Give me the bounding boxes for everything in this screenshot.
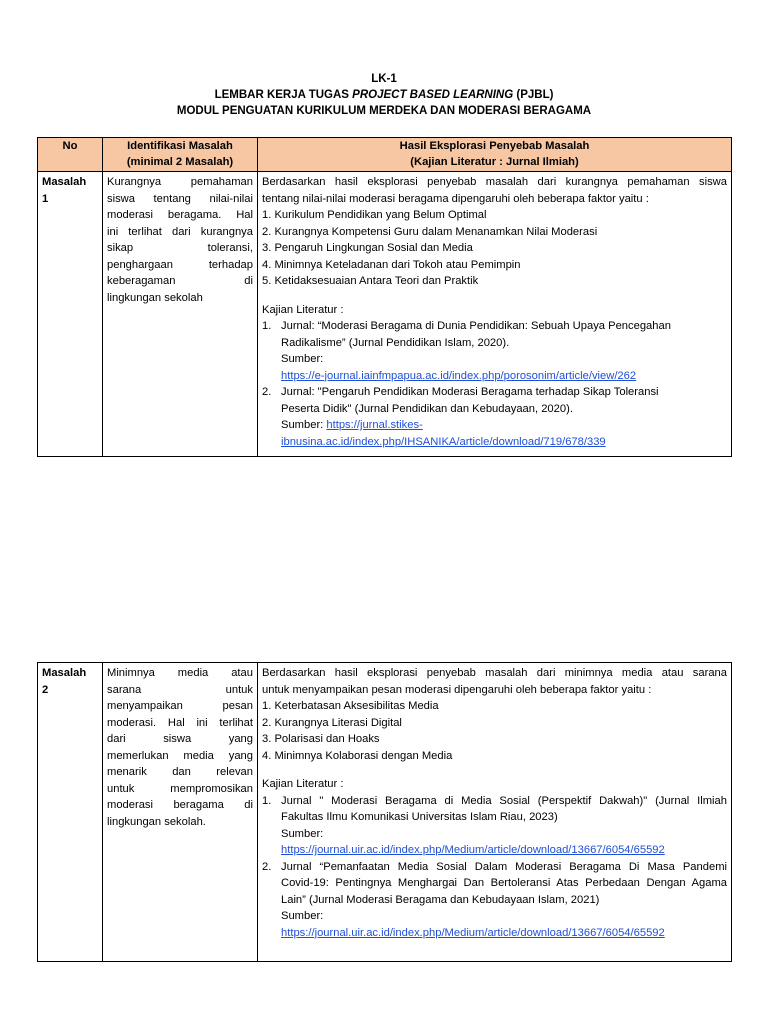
- problem-text-line: lingkungan sekolah: [107, 291, 203, 304]
- exploration-result-1: [258, 172, 732, 457]
- problem-text-line: moderasi beragama di: [107, 799, 253, 811]
- factor-item: 4. Minimnya Kolaborasi dengan Media: [262, 749, 453, 762]
- title-prefix: LEMBAR KERJA TUGAS: [214, 89, 353, 101]
- problem-text-line: lingkungan sekolah.: [107, 815, 206, 828]
- problem-text-line: keberagaman di: [107, 275, 253, 287]
- reference-list: [262, 318, 727, 450]
- problem-text-line: sikap toleransi,: [107, 242, 253, 254]
- module-title: MODUL PENGUATAN KURIKULUM MERDEKA DAN MODERASI BERAGAMA: [176, 105, 592, 117]
- reference-link[interactable]: https://journal.uir.ac.id/index.php/Medium/article/download/13667/6054/65592: [281, 926, 665, 939]
- worksheet-table-1: [37, 137, 732, 457]
- reference-link[interactable]: ibnusina.ac.id/index.php/IHSANIKA/article/download/719/678/339: [281, 435, 606, 448]
- reference-item: 1. Jurnal: “Moderasi Beragama di Dunia Pendidikan: Sebuah Upaya Pencegahan Radikalisme” (Jurnal Pendidikan Islam, 2020). Sumber: https://e-journal.iainfmpapua.ac.id/index.php/porosonim/article/view/262: [262, 318, 727, 384]
- worksheet-title: [0, 87, 768, 103]
- col-header-identifikasi: Identifikasi Masalah (minimal 2 Masalah): [103, 138, 258, 172]
- reference-link[interactable]: https://jurnal.stikes-: [326, 419, 423, 431]
- factor-item: 5. Ketidaksesuaian Antara Teori dan Praktik: [262, 275, 479, 287]
- reference-item: 2. Jurnal: "Pengaruh Pendidikan Moderasi Beragama terhadap Sikap Toleransi Peserta Didik" (Jurnal Pendidikan dan Kebudayaan, 2020). Sumber: https://jurnal.stikes- ibnusina.ac.id/index.php/IHSANIKA/article/download/719/678/339: [262, 384, 727, 450]
- problem-text-line: moderasi beragama. Hal: [107, 209, 253, 221]
- factor-item: 4. Minimnya Keteladanan dari Tokoh atau Pemimpin: [262, 258, 521, 271]
- problem-text-line: siswa tentang nilai-nilai: [107, 192, 253, 205]
- title-italic: PROJECT BASED LEARNING: [352, 89, 514, 101]
- reference-item: 2. Jurnal “Pemanfaatan Media Sosial Dalam Moderasi Beragama Di Masa Pandemi Covid-19: Pentingnya Menghargai Dan Bertoleransi Atas Perbedaan Dengan Agama Lain” (Jurnal Moderasi Beragama dan Kebudayaan Islam, 2021) Sumber: https://journal.uir.ac.id/index.php/Medium/article/download/13667/6054/65592: [262, 859, 727, 942]
- factor-item: 3. Polarisasi dan Hoaks: [262, 733, 380, 745]
- table-row: [38, 172, 732, 457]
- factor-item: 2. Kurangnya Kompetensi Guru dalam Menanamkan Nilai Moderasi: [262, 225, 598, 238]
- row-label-masalah-2: Masalah 2: [38, 663, 103, 962]
- factor-list: [262, 207, 727, 290]
- factor-item: 2. Kurangnya Literasi Digital: [262, 716, 402, 729]
- table-row: [38, 663, 732, 962]
- problem-text-line: menyampaikan pesan: [107, 700, 253, 712]
- problem-text-line: ini terlihat dari kurangnya: [107, 225, 253, 238]
- problem-text-line: penghargaan terhadap: [107, 258, 253, 271]
- problem-identification-2: [103, 663, 258, 962]
- kajian-label: Kajian Literatur :: [262, 778, 344, 790]
- problem-text-line: memerlukan media yang: [107, 749, 253, 762]
- reference-list: [262, 793, 727, 942]
- problem-text-line: dari siswa yang: [107, 733, 253, 745]
- row-label-masalah-1: Masalah 1: [38, 172, 103, 457]
- reference-link[interactable]: https://e-journal.iainfmpapua.ac.id/index.php/porosonim/article/view/262: [281, 369, 637, 382]
- worksheet-table-2: [37, 662, 732, 962]
- intro-text: tentang nilai-nilai moderasi beragama dipengaruhi oleh beberapa faktor yaitu :: [262, 192, 649, 205]
- problem-text-line: moderasi. Hal ini terlihat: [107, 716, 253, 729]
- problem-text-line: Kurangnya pemahaman: [107, 176, 253, 188]
- col-header-hasil: Hasil Eksplorasi Penyebab Masalah (Kajian Literatur : Jurnal Ilmiah): [258, 138, 732, 172]
- table-header-row: [38, 138, 732, 172]
- factor-item: 3. Pengaruh Lingkungan Sosial dan Media: [262, 242, 473, 254]
- problem-text-line: Minimnya media atau: [107, 667, 253, 679]
- problem-text-line: sarana untuk: [107, 683, 253, 696]
- reference-item: 1. Jurnal " Moderasi Beragama di Media Sosial (Perspektif Dakwah)" (Jurnal Ilmiah Fakultas Ilmu Komunikasi Universitas Islam Riau, 2023) Sumber: https://journal.uir.ac.id/index.php/Medium/article/download/13667/6054/65592: [262, 793, 727, 859]
- factor-item: 1. Kurikulum Pendidikan yang Belum Optimal: [262, 209, 487, 221]
- factor-item: 1. Keterbatasan Aksesibilitas Media: [262, 700, 439, 712]
- problem-identification-1: [103, 172, 258, 457]
- intro-text: Berdasarkan hasil eksplorasi penyebab masalah dari minimnya media atau sarana: [262, 667, 727, 679]
- kajian-label: Kajian Literatur :: [262, 303, 344, 316]
- intro-text: untuk menyampaikan pesan moderasi dipengaruhi oleh beberapa faktor yaitu :: [262, 683, 652, 696]
- problem-text-line: untuk mempromosikan: [107, 782, 253, 795]
- reference-link[interactable]: https://journal.uir.ac.id/index.php/Medium/article/download/13667/6054/65592: [281, 844, 665, 856]
- intro-text: Berdasarkan hasil eksplorasi penyebab masalah dari kurangnya pemahaman siswa: [262, 176, 727, 188]
- exploration-result-2: [258, 663, 732, 962]
- col-header-no: No: [38, 138, 103, 172]
- worksheet-code: LK-1: [371, 73, 397, 85]
- document-header: [0, 71, 768, 119]
- title-suffix: (PJBL): [513, 89, 554, 101]
- factor-list: [262, 698, 727, 764]
- problem-text-line: menarik dan relevan: [107, 766, 253, 778]
